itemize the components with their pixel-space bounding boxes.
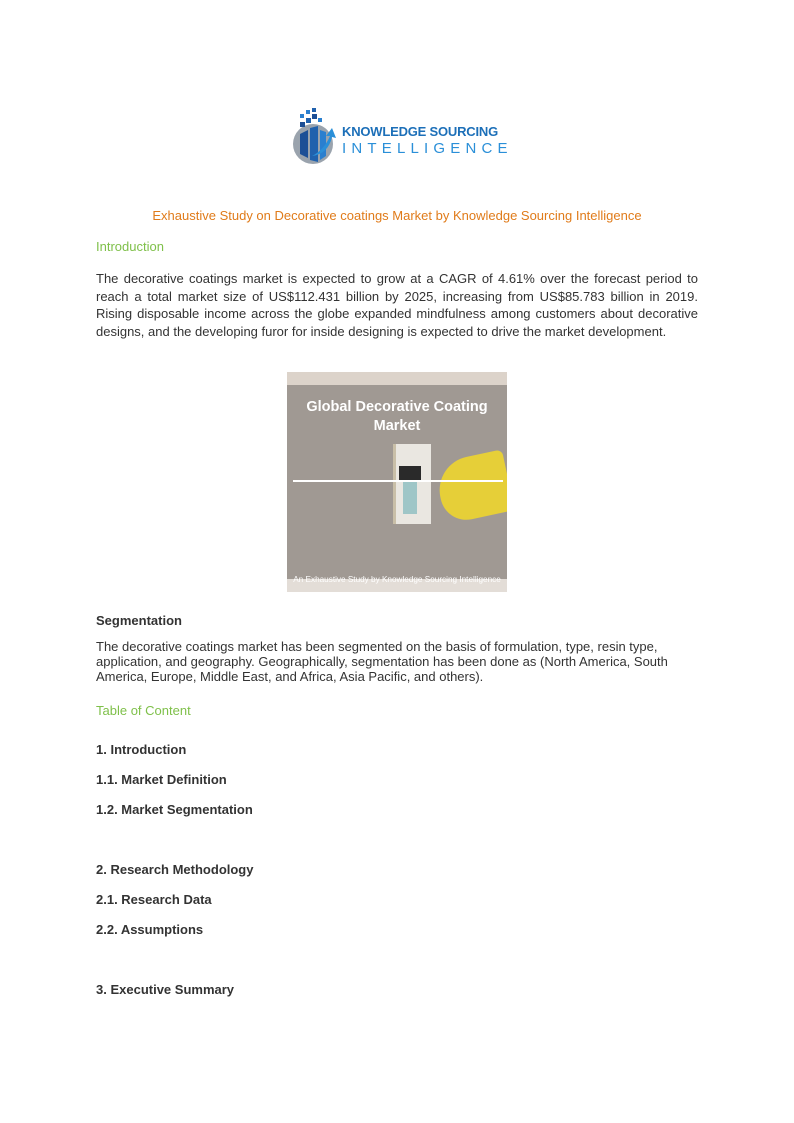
- introduction-paragraph: The decorative coatings market is expected to grow at a CAGR of 4.61% over the forecast period to reach a total market size of US$112.431 billion by 2025, increasing from US$85.783 billion in 2019. Rising disposable income across the globe expanded mindfulness among customers about decorative designs, and the developing furor for inside designing is expected to drive the market development.: [96, 271, 698, 339]
- logo-text: [342, 124, 513, 157]
- toc-item: 1. Introduction: [96, 742, 187, 757]
- hero-image: [287, 372, 507, 592]
- introduction-heading: Introduction: [96, 239, 164, 254]
- document-title: Exhaustive Study on Decorative coatings Market by Knowledge Sourcing Intelligence: [152, 208, 642, 223]
- toc-heading: Table of Content: [96, 703, 191, 718]
- toc-item: 2.2. Assumptions: [96, 922, 204, 937]
- hero-top-band: [287, 372, 507, 385]
- hero-divider: [293, 480, 503, 482]
- hero-title: Global Decorative Coating Market: [306, 399, 488, 434]
- logo-line-1: KNOWLEDGE SOURCING: [342, 124, 499, 139]
- hero-caption: An Exhaustive Study by Knowledge Sourcing Intelligence: [293, 575, 501, 584]
- hero-paint-tool: [399, 466, 421, 480]
- segmentation-paragraph: The decorative coatings market has been segmented on the basis of formulation, type, resin type, application, and geography. Geographically, segmentation has been done as (North America, South America, Europe, Middle East, and Africa, Asia Pacific, and others).: [96, 639, 668, 684]
- toc-item: 1.1. Market Definition: [96, 772, 227, 787]
- logo-globe-icon: [290, 106, 340, 166]
- company-logo: [290, 106, 513, 166]
- segmentation-heading: Segmentation: [96, 613, 182, 628]
- toc-item: 3. Executive Summary: [96, 982, 235, 997]
- toc-item: 2. Research Methodology: [96, 862, 254, 877]
- logo-line-2: INTELLIGENCE: [342, 140, 513, 157]
- toc-item: 2.1. Research Data: [96, 892, 212, 907]
- toc-item: 1.2. Market Segmentation: [96, 802, 253, 817]
